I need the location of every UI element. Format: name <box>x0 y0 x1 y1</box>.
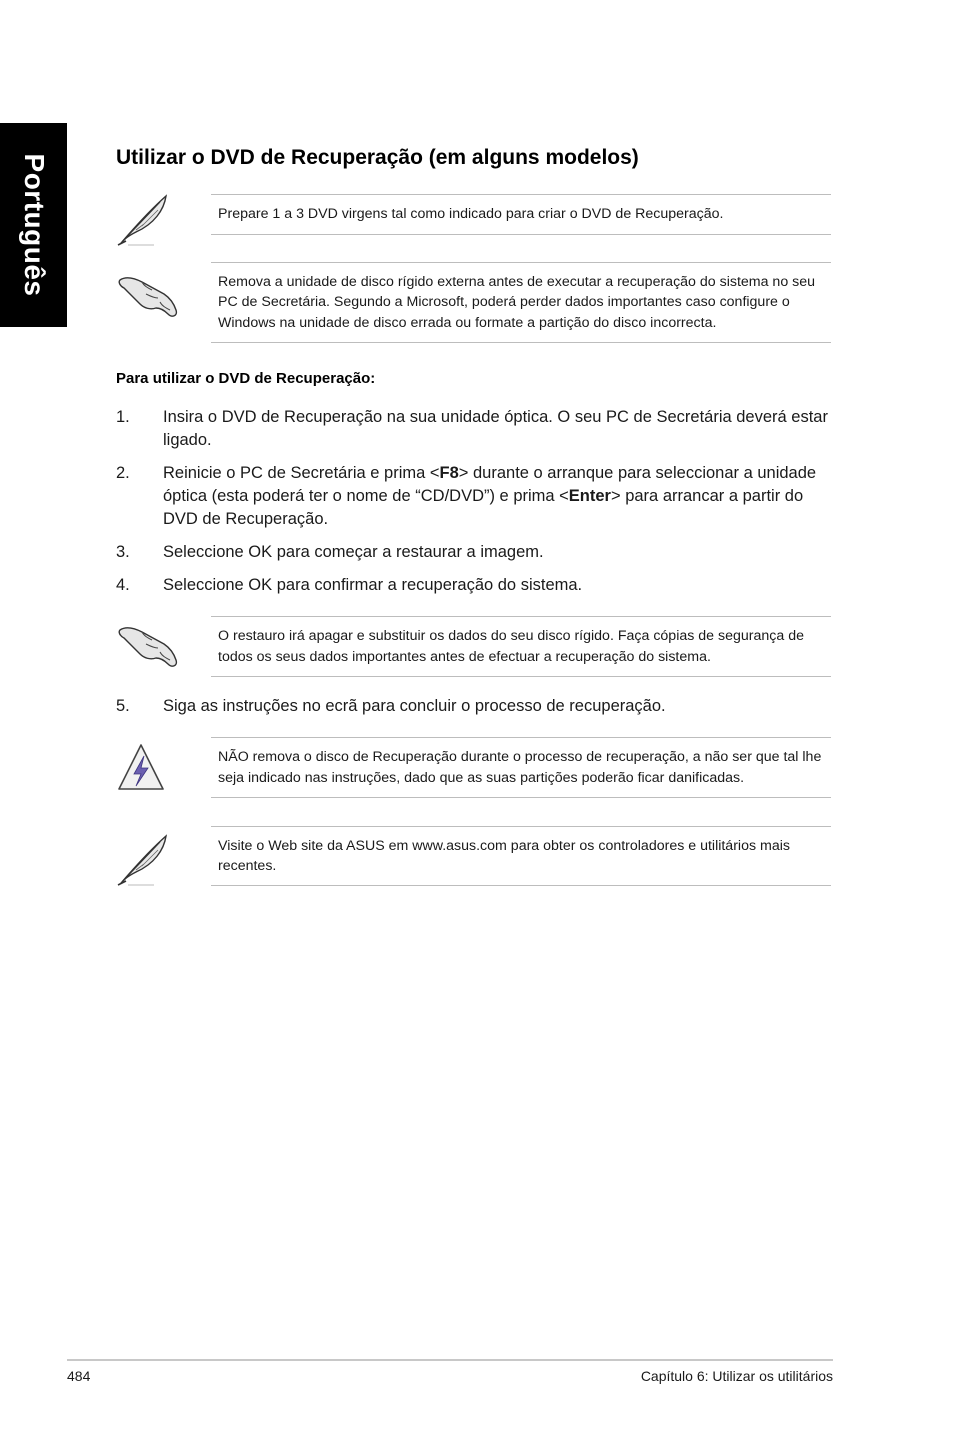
footer-divider <box>67 1359 833 1361</box>
step-text: Seleccione OK para começar a restaurar a imagem. <box>163 543 544 561</box>
page-number: 484 <box>67 1368 91 1384</box>
note-text: NÃO remova o disco de Recuperação durante o processo de recuperação, a não ser que tal lhe seja indicado nas instruções, dado que as suas partições poderão ficar danificadas. <box>218 749 822 786</box>
language-side-tab <box>0 123 67 327</box>
step-2 <box>116 462 831 531</box>
step-5 <box>116 695 831 718</box>
step-4 <box>116 574 831 597</box>
step-text: Insira o DVD de Recuperação na sua unidade óptica. O seu PC de Secretária deverá estar ligado. <box>163 408 828 449</box>
note-remove-hdd <box>211 262 831 343</box>
note-text: Remova a unidade de disco rígido externa antes de executar a recuperação do sistema no seu PC de Secretária. Segundo a Microsoft, poderá perder dados importantes caso configure o Windows na unidade de disco errada ou formate a partição do disco incorrecta. <box>218 273 816 331</box>
language-label: Português <box>18 153 50 297</box>
key-enter: Enter <box>568 487 611 505</box>
chapter-title: Capítulo 6: Utilizar os utilitários <box>640 1368 833 1384</box>
step-number: 2. <box>116 464 130 482</box>
step-number: 1. <box>116 408 130 426</box>
step-3 <box>116 541 831 564</box>
key-f8: F8 <box>439 464 459 482</box>
step-text: Reinicie o PC de Secretária e prima <F8> durante o arranque para seleccionar a unidade óptica (esta poderá ter o nome de “CD/DVD”) e prima <Enter> para arrancar a partir do DVD de Recuperação. <box>163 464 817 528</box>
note-text: Prepare 1 a 3 DVD virgens tal como indicado para criar o DVD de Recuperação. <box>218 206 724 223</box>
step-1 <box>116 406 831 452</box>
note-backup <box>211 616 831 677</box>
note-dvd-count <box>211 194 831 235</box>
note-feather-icon <box>114 830 172 888</box>
note-warning <box>211 737 831 798</box>
caution-hand-icon <box>116 268 182 320</box>
step-text: Siga as instruções no ecrã para concluir o processo de recuperação. <box>163 697 666 715</box>
step-text: Seleccione OK para confirmar a recuperação do sistema. <box>163 576 583 594</box>
note-text: O restauro irá apagar e substituir os dados do seu disco rígido. Faça cópias de segurança de todos os seus dados importantes antes de efectuar a recuperação do sistema. <box>218 628 804 665</box>
note-text: Visite o Web site da ASUS em www.asus.com para obter os controladores e utilitários mais recentes. <box>218 837 790 874</box>
section-title: Utilizar o DVD de Recuperação (em alguns modelos) <box>116 146 639 169</box>
caution-hand-icon <box>116 618 182 670</box>
step-number: 4. <box>116 576 130 594</box>
note-website <box>211 826 831 886</box>
step-number: 3. <box>116 543 130 561</box>
note-feather-icon <box>114 190 172 248</box>
procedure-heading: Para utilizar o DVD de Recuperação: <box>116 370 376 387</box>
step-number: 5. <box>116 697 130 715</box>
warning-lightning-icon <box>116 742 166 794</box>
